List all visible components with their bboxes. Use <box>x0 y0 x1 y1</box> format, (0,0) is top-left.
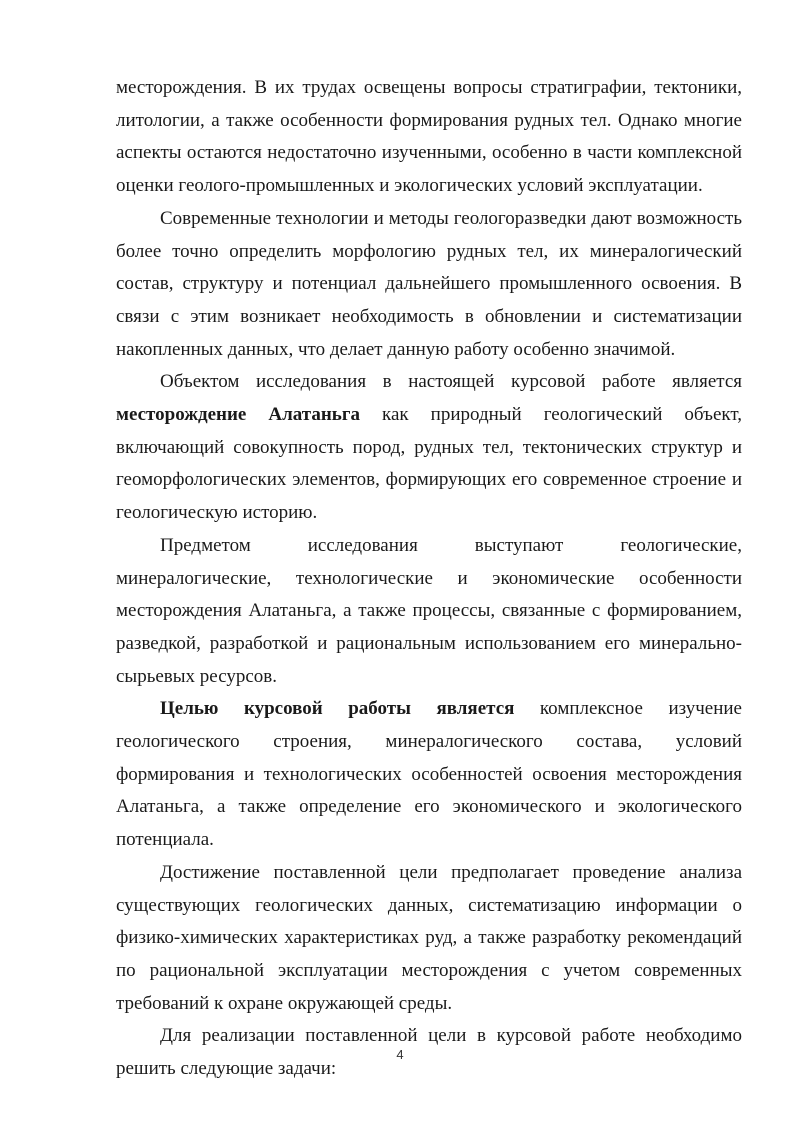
body-text <box>116 72 742 1086</box>
bold-term: месторождение Алатаньга <box>116 404 360 426</box>
paragraph-text: как природный геологический объект, включающий совокупность пород, рудных тел, тектонических структур и геоморфологических элементов, формирующих его современное строение и геологическую историю. <box>116 404 742 524</box>
paragraph-text: Современные технологии и методы геологоразведки дают возможность более точно определить морфологию рудных тел, их минералогический состав, структуру и потенциал дальнейшего промышленного освоения. В связи с этим возникает необходимость в обновлении и систематизации накопленных данных, что делает данную работу особенно значимой. <box>116 207 742 360</box>
paragraph-object <box>116 366 742 530</box>
paragraph-text: месторождения. В их трудах освещены вопросы стратиграфии, тектоники, литологии, а также особенности формирования рудных тел. Однако многие аспекты остаются недостаточно изученными, особенно в части комплексной оценки геолого-промышленных и экологических условий эксплуатации. <box>116 77 742 197</box>
bold-term: Целью курсовой работы является <box>160 698 515 720</box>
page-number: 4 <box>396 1047 404 1062</box>
paragraph-text: комплексное изучение геологического строения, минералогического состава, условий формирования и технологических особенностей освоения месторождения Алатаньга, а также определение его экономического и экологического потенциала. <box>116 698 742 851</box>
paragraph-text: Достижение поставленной цели предполагает проведение анализа существующих геологических данных, систематизацию информации о физико-химических характеристиках руд, а также разработку рекомендаций по рациональной эксплуатации месторождения с учетом современных требований к охране окружающей среды. <box>116 861 742 1014</box>
paragraph-goal <box>116 693 742 857</box>
paragraph-text: Объектом исследования в настоящей курсовой работе является <box>160 371 742 393</box>
paragraph-text: Предметом исследования выступают геологические, минералогические, технологические и экономические особенности месторождения Алатаньга, а также процессы, связанные с формированием, разведкой, разработкой и рациональным использованием его минерально-сырьевых ресурсов. <box>116 534 742 687</box>
paragraph-modern-methods <box>116 203 742 367</box>
paragraph-context <box>116 72 742 203</box>
paragraph-subject <box>116 530 742 694</box>
paragraph-text: Для реализации поставленной цели в курсовой работе необходимо решить следующие задачи: <box>116 1025 742 1080</box>
paragraph-achievement <box>116 857 742 1021</box>
